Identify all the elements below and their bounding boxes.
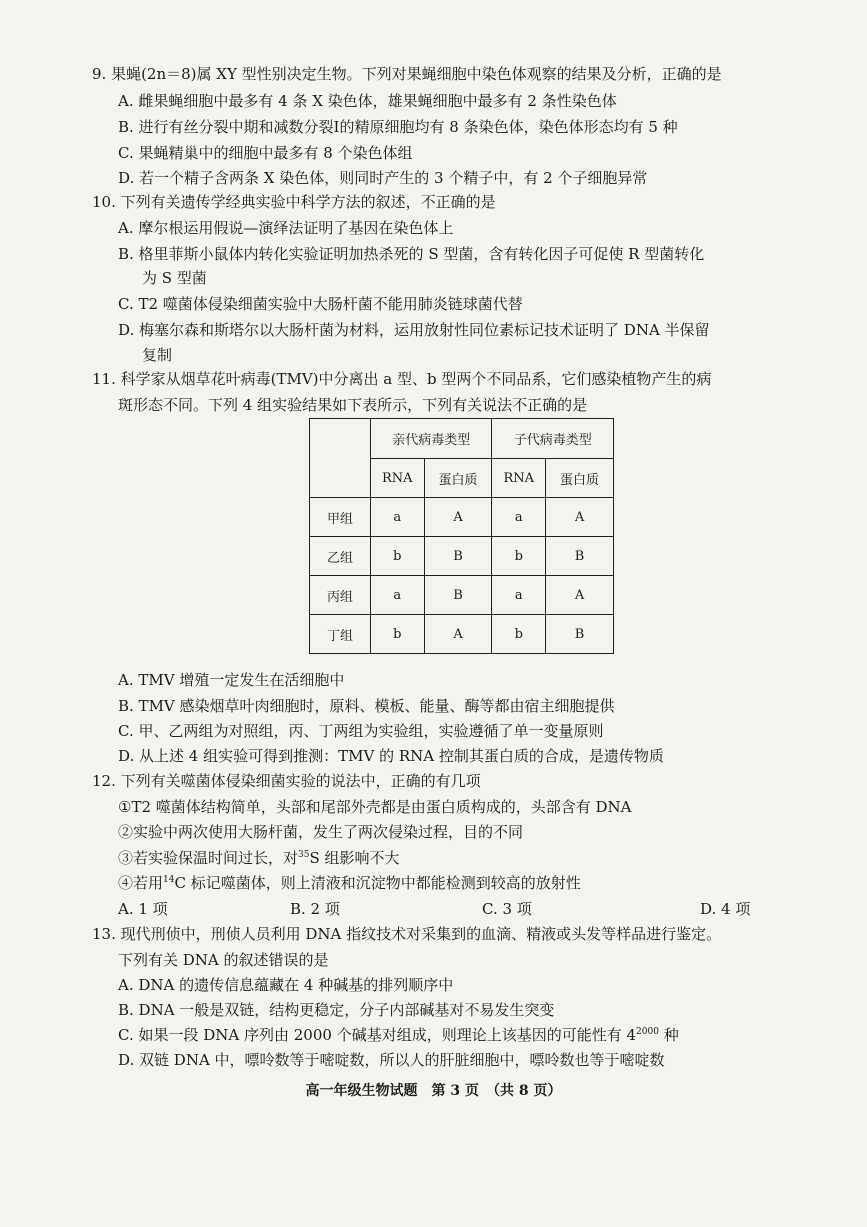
cell: B	[424, 576, 492, 615]
cell: B	[424, 537, 492, 576]
table-corner	[310, 419, 371, 498]
cell: b	[492, 615, 546, 654]
q12-option-d: D. 4 项	[700, 900, 751, 918]
q9-stem: 9. 果蝇(2n＝8)属 XY 型性别决定生物。下列对果蝇细胞中染色体观察的结果及分析，正确的是	[92, 65, 722, 83]
q13-option-b: B. DNA 一般是双链，结构更稳定，分子内部碱基对不易发生突变	[118, 1001, 555, 1019]
cell: B	[546, 615, 614, 654]
cell: b	[492, 537, 546, 576]
q10-stem: 10. 下列有关遗传学经典实验中科学方法的叙述，不正确的是	[92, 193, 496, 211]
q11-stem: 11. 科学家从烟草花叶病毒(TMV)中分离出 a 型、b 型两个不同品系，它们感染植物产生的病	[92, 370, 712, 388]
q12-statement-3: ③若实验保温时间过长，对$^{35}$S 组影响不大	[118, 849, 400, 867]
page-footer: 高一年级生物试题 第 3 页 （共 8 页）	[305, 1083, 562, 1099]
table-row	[310, 615, 614, 654]
tmv-results-table	[309, 418, 614, 654]
q11-option-d: D. 从上述 4 组实验可得到推测：TMV 的 RNA 控制其蛋白质的合成，是遗传物质	[118, 747, 664, 765]
group-label: 甲组	[310, 498, 371, 537]
cell: B	[546, 537, 614, 576]
col-parent-protein: 蛋白质	[424, 459, 492, 498]
cell: A	[424, 615, 492, 654]
table-row	[310, 498, 614, 537]
q12-statement-2: ②实验中两次使用大肠杆菌，发生了两次侵染过程，目的不同	[118, 823, 524, 841]
q11-option-a: A. TMV 增殖一定发生在活细胞中	[118, 671, 345, 689]
q13-option-c: C. 如果一段 DNA 序列由 2000 个碱基对组成，则理论上该基因的可能性有 $4^{2000}$ 种	[118, 1026, 679, 1044]
group-label: 乙组	[310, 537, 371, 576]
q13-option-a: A. DNA 的遗传信息蕴藏在 4 种碱基的排列顺序中	[118, 976, 454, 994]
q11-stem-cont: 斑形态不同。下列 4 组实验结果如下表所示，下列有关说法不正确的是	[118, 396, 588, 414]
q9-option-d: D. 若一个精子含两条 X 染色体，则同时产生的 3 个精子中，有 2 个子细胞异常	[118, 169, 648, 187]
cell: A	[546, 498, 614, 537]
cell: b	[371, 615, 425, 654]
q13-stem-cont: 下列有关 DNA 的叙述错误的是	[118, 951, 329, 969]
table-row	[310, 537, 614, 576]
cell: a	[371, 498, 425, 537]
q9-option-a: A. 雌果蝇细胞中最多有 4 条 X 染色体，雄果蝇细胞中最多有 2 条性染色体	[118, 92, 617, 110]
q12-option-a: A. 1 项	[118, 900, 168, 918]
q12-statement-4: ④若用$^{14}$C 标记噬菌体，则上清液和沉淀物中都能检测到较高的放射性	[118, 874, 581, 892]
q9-option-b: B. 进行有丝分裂中期和减数分裂Ⅰ的精原细胞均有 8 条染色体，染色体形态均有 5 种	[118, 118, 678, 136]
group-label: 丙组	[310, 576, 371, 615]
cell: A	[424, 498, 492, 537]
cell: a	[492, 576, 546, 615]
q12-option-c: C. 3 项	[482, 900, 532, 918]
col-child-protein: 蛋白质	[546, 459, 614, 498]
q12-stem: 12. 下列有关噬菌体侵染细菌实验的说法中，正确的有几项	[92, 772, 481, 790]
q10-option-d: D. 梅塞尔森和斯塔尔以大肠杆菌为材料，运用放射性同位素标记技术证明了 DNA 半保留	[118, 321, 710, 339]
col-parent-rna: RNA	[371, 459, 425, 498]
q13-option-d: D. 双链 DNA 中，嘌呤数等于嘧啶数，所以人的肝脏细胞中，嘌呤数也等于嘧啶数	[118, 1051, 665, 1069]
q9-option-c: C. 果蝇精巢中的细胞中最多有 8 个染色体组	[118, 144, 413, 162]
q10-option-c: C. T2 噬菌体侵染细菌实验中大肠杆菌不能用肺炎链球菌代替	[118, 295, 523, 313]
col-child-rna: RNA	[492, 459, 546, 498]
q13-stem: 13. 现代刑侦中，刑侦人员利用 DNA 指纹技术对采集到的血滴、精液或头发等样品进行鉴定。	[92, 925, 722, 943]
q11-option-b: B. TMV 感染烟草叶肉细胞时，原料、模板、能量、酶等都由宿主细胞提供	[118, 697, 615, 715]
q12-option-b: B. 2 项	[290, 900, 340, 918]
q10-option-b-cont: 为 S 型菌	[142, 269, 207, 287]
group-label: 丁组	[310, 615, 371, 654]
q10-option-a: A. 摩尔根运用假说—演绎法证明了基因在染色体上	[118, 219, 454, 237]
cell: b	[371, 537, 425, 576]
q11-option-c: C. 甲、乙两组为对照组，丙、丁两组为实验组，实验遵循了单一变量原则	[118, 722, 604, 740]
table-row	[310, 576, 614, 615]
cell: a	[492, 498, 546, 537]
parent-header: 亲代病毒类型	[371, 419, 492, 459]
cell: a	[371, 576, 425, 615]
child-header: 子代病毒类型	[492, 419, 614, 459]
q12-statement-1: ①T2 噬菌体结构简单，头部和尾部外壳都是由蛋白质构成的，头部含有 DNA	[118, 798, 632, 816]
q10-option-d-cont: 复制	[142, 346, 173, 364]
q10-option-b: B. 格里菲斯小鼠体内转化实验证明加热杀死的 S 型菌，含有转化因子可促使 R 型菌转化	[118, 245, 705, 263]
cell: A	[546, 576, 614, 615]
